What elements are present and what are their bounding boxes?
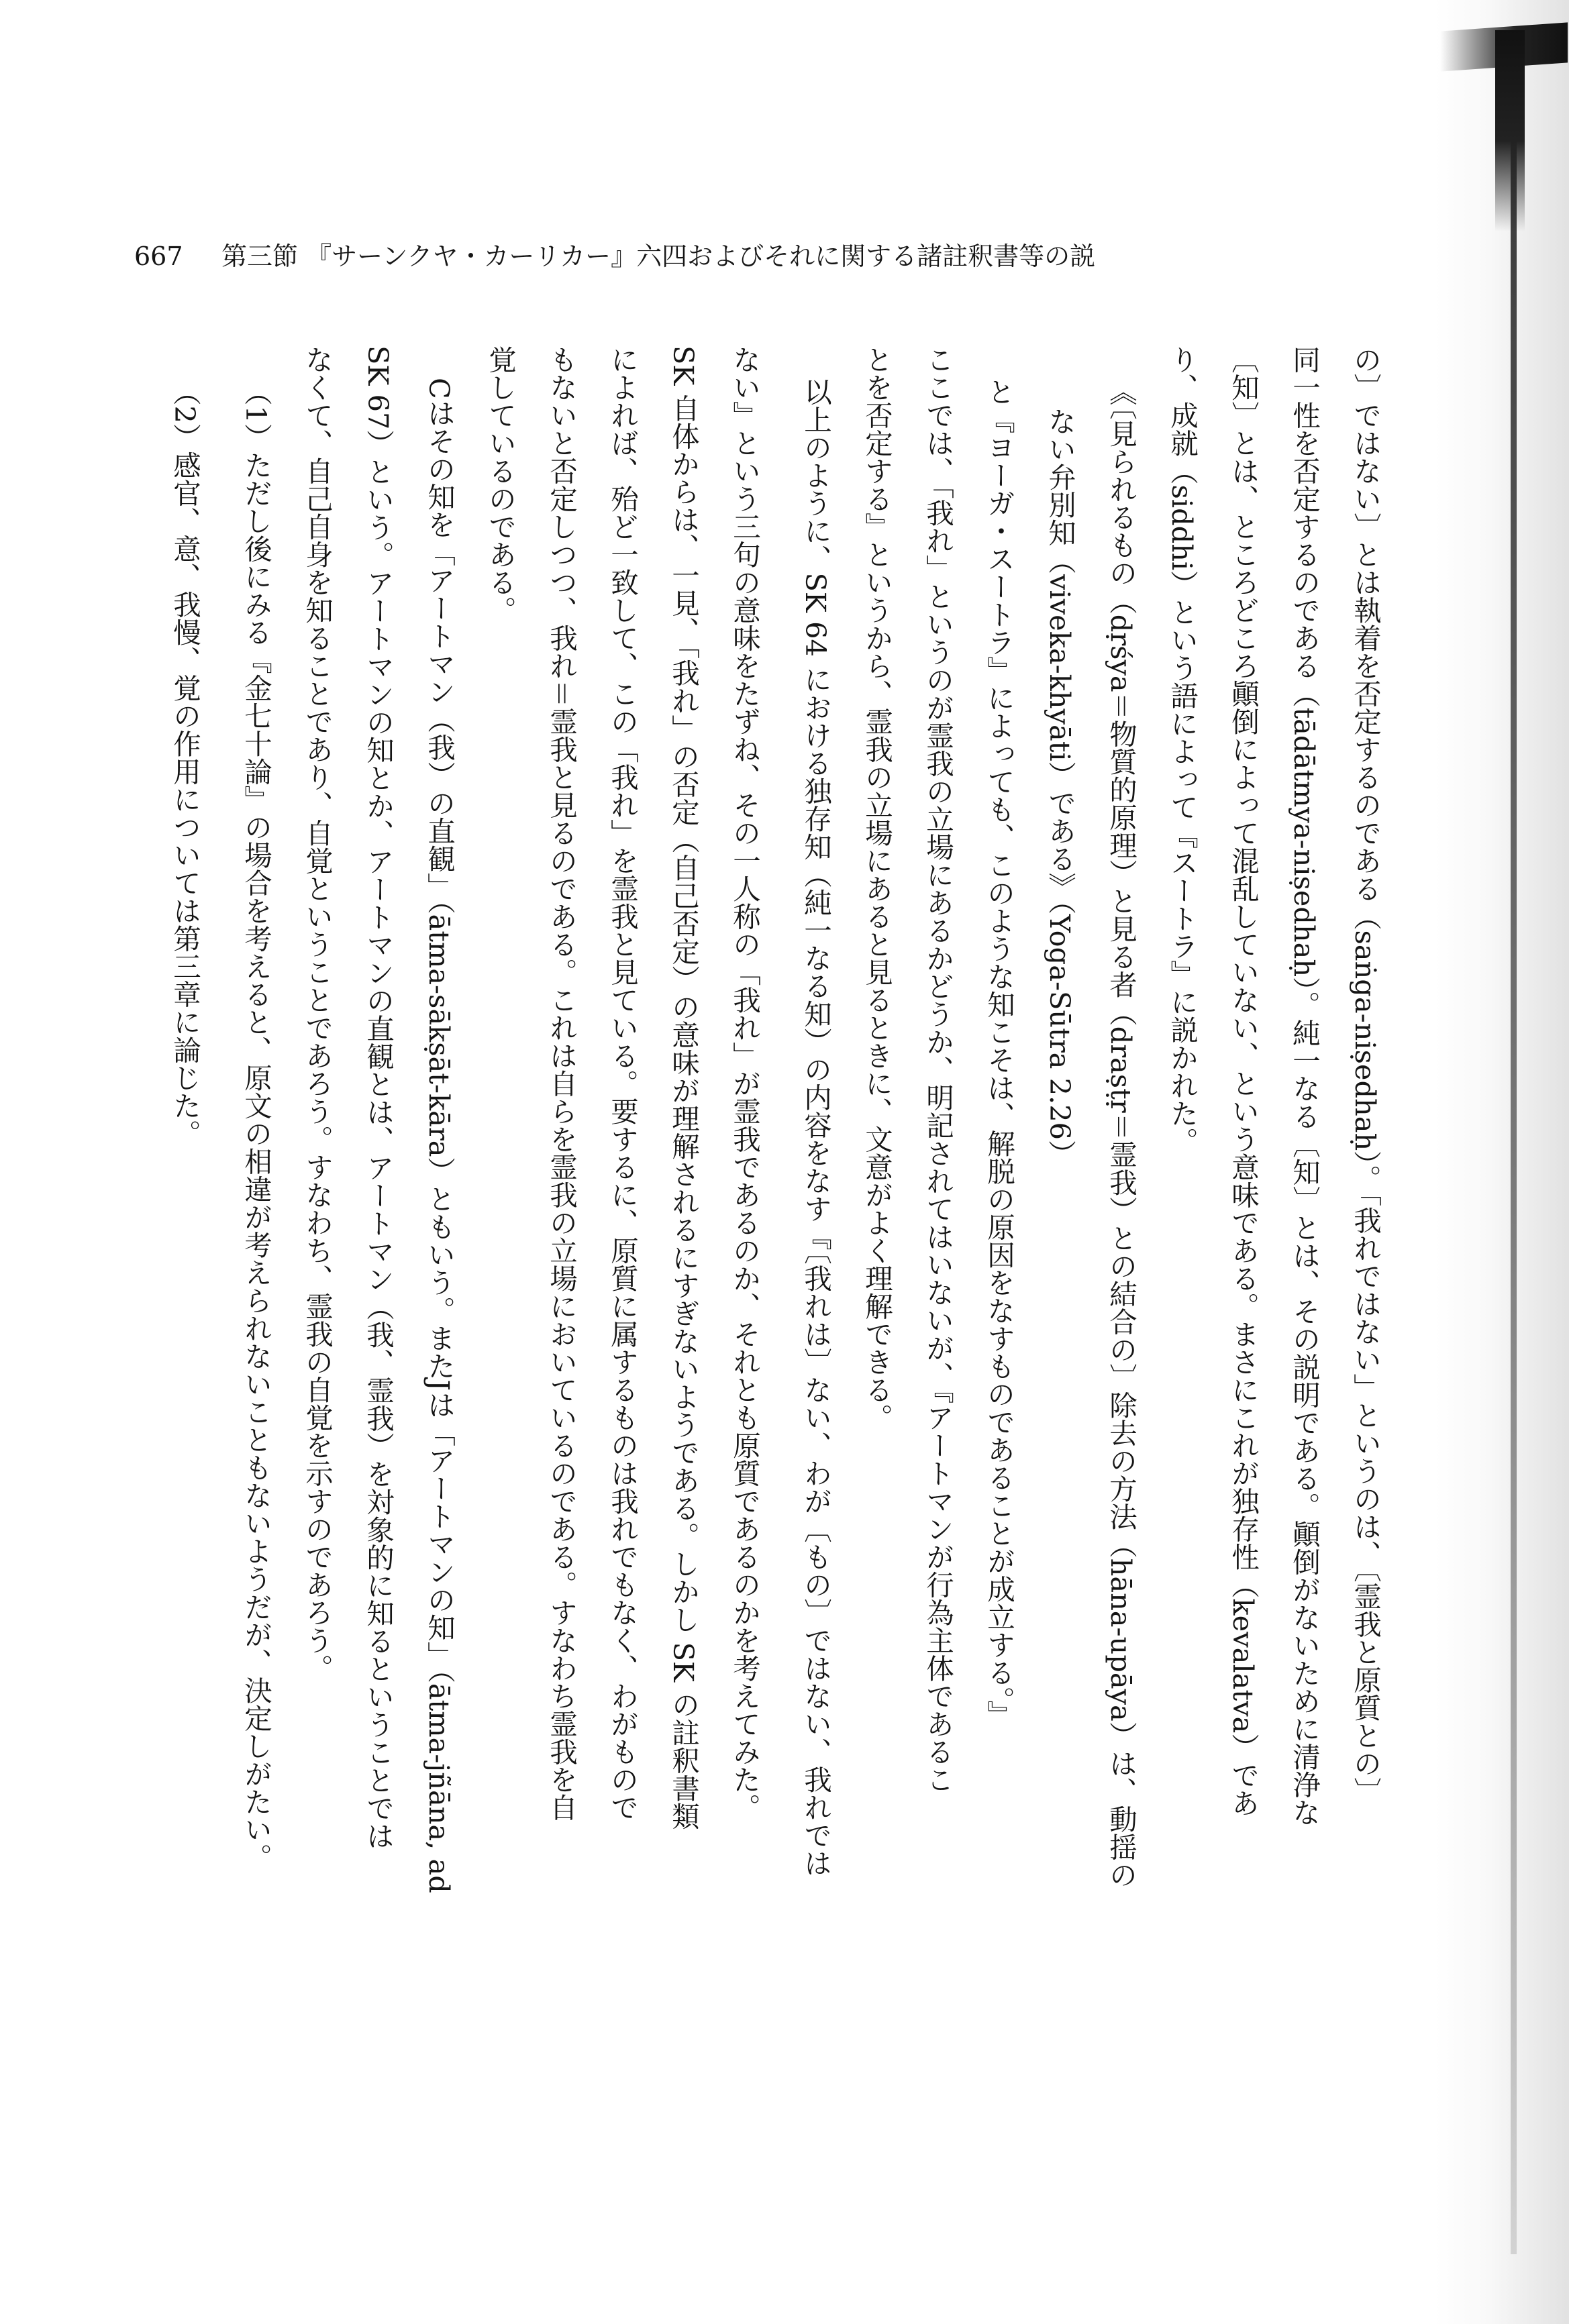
body-text [121, 346, 1396, 2197]
footnote-2: （2）感官、意、我慢、覚の作用については第三章に論じた。 [168, 378, 201, 1147]
page-binding-shadow [1435, 0, 1569, 2324]
text-line: SK 自体からは、一見、「我れ」の否定（自己否定）の意味が理解されるにすぎないようである。しかし SK の註釈書類 [667, 346, 700, 1830]
paragraph-start-line: Cはその知を「アートマン（我）の直観」（ātma-sākṣāt-kāra）ともいう。またJは「アートマンの知」（ātma-jñāna, ad [423, 378, 456, 1893]
text-line: とを否定する』というから、霊我の立場にあると見るときに、文意がよく理解できる。 [860, 346, 893, 1432]
paragraph-start-line: 以上のように、SK 64 における独存知（純一なる知）の内容をなす『〔我れは〕ない、わが〔もの〕ではない、我れでは [799, 378, 832, 1877]
text-line: ない』という三句の意味をたずね、その一人称の「我れ」が霊我であるのか、それとも原質であるのかを考えてみた。 [728, 346, 761, 1821]
text-line: 覚しているのである。 [484, 346, 517, 624]
text-line: 〔知〕とは、ところどころ顚倒によって混乱していない、という意味である。まさにこれが独存性（kevalatva）であ [1227, 346, 1260, 1817]
quote-line: 《〔見られるもの（dṛśya＝物質的原理）と見る者（draṣṭṛ＝霊我）との結合の〕除去の方法（hāna-upāya）は、動揺の [1105, 378, 1137, 1889]
text-line: 同一性を否定するのである（tādātmya-niṣedhaḥ）。純一なる〔知〕とは、その説明である。顚倒がないために清浄な [1288, 346, 1321, 1826]
page-number: 667 [134, 242, 183, 271]
footnote-1: （1）ただし後にみる『金七十論』の場合を考えると、原文の相違が考えられないこともないようだが、決定しがたい。 [240, 378, 272, 1871]
text-line: SK 67）という。アートマンの知とか、アートマンの直観とは、アートマン（我、霊我）を対象的に知るということでは [362, 346, 395, 1850]
binding-edge-line [1511, 40, 1517, 2254]
text-line: によれば、殆ど一致して、この「我れ」を霊我と見ている。要するに、原質に属するものは我れでもなく、わがもので [606, 346, 639, 1821]
text-line: り、成就（siddhi）という語によって『スートラ』に説かれた。 [1166, 346, 1199, 1155]
text-line: ここでは、「我れ」というのが霊我の立場にあるかどうか、明記されてはいないが、『アートマンが行為主体であるこ [921, 346, 954, 1793]
running-title: 第三節 『サーンクヤ・カーリカー』六四およびそれに関する諸註釈書等の説 [221, 242, 1096, 271]
text-line: の〕ではない〕とは執着を否定するのである（saṅga-niṣedhaḥ）。「我れではない」というのは、〔霊我と原質との〕 [1349, 346, 1382, 1805]
text-line: もないと否定しつつ、我れ＝霊我と見るのである。これは自らを霊我の立場においているのである。すなわち霊我を自 [545, 346, 578, 1821]
text-line: と『ヨーガ・スートラ』によっても、このような知こそは、解脱の原因をなすものであることが成立する。』 [982, 378, 1015, 1728]
running-header [134, 236, 1409, 276]
binding-spine-mark [1495, 30, 1525, 231]
text-line: なくて、自己自身を知ることであり、自覚ということであろう。すなわち、霊我の自覚を示すのであろう。 [301, 346, 334, 1682]
quote-line: ない弁別知（viveka-khyāti）である》（Yoga-Sūtra 2.26） [1044, 407, 1076, 1168]
